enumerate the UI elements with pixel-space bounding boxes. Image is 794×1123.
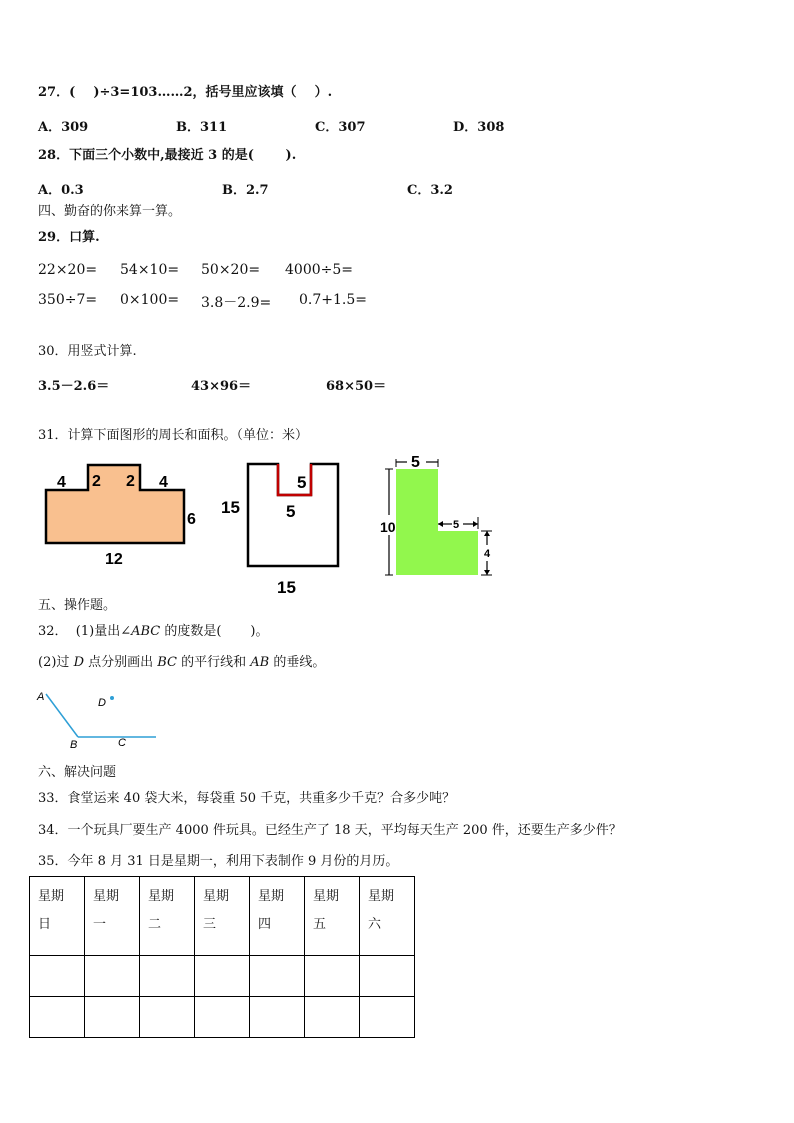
question-30-stem: 30．用竖式计算. — [38, 344, 137, 359]
calendar-cell[interactable] — [195, 997, 250, 1038]
perimeter-area-figures — [30, 455, 510, 605]
calendar-cell[interactable] — [85, 997, 140, 1038]
calendar-row — [30, 997, 415, 1038]
label-d: D — [98, 697, 106, 709]
point-d — [110, 696, 114, 700]
header-sunday: 星期 日 — [30, 877, 85, 956]
q32-part1-suffix: 的度数是( )。 — [160, 624, 269, 639]
question-32-part2 — [38, 655, 325, 671]
figure-3-shape — [385, 459, 492, 575]
q32-part2-b: 点分别画出 — [84, 655, 158, 670]
header-saturday: 星期 六 — [360, 877, 415, 956]
question-27-stem: 27．( )÷3=103……2，括号里应该填（ ）. — [38, 85, 333, 100]
label-c: C — [118, 737, 126, 749]
fig1-left-label: 4 — [57, 474, 66, 491]
calendar-cell[interactable] — [195, 956, 250, 997]
calendar-header-row — [30, 877, 415, 956]
oral-calc-5: 350÷7= — [38, 292, 98, 308]
q27-option-a[interactable]: A．309 — [38, 120, 89, 135]
q28-option-a[interactable]: A．0.3 — [38, 183, 84, 198]
vertical-calc-1: 3.5－2.6＝ — [38, 379, 110, 394]
question-31-stem: 31．计算下面图形的周长和面积。（单位：米） — [38, 428, 309, 443]
oral-calc-7: 3.8－2.9= — [201, 295, 272, 311]
q28-option-c[interactable]: C．3.2 — [407, 183, 453, 198]
header-monday: 星期 一 — [85, 877, 140, 956]
q32-point-d-ref: D — [73, 655, 84, 670]
q27-option-d[interactable]: D．308 — [453, 120, 505, 135]
fig2-notch-depth-label: 5 — [297, 473, 307, 492]
calendar-cell[interactable] — [30, 997, 85, 1038]
question-29-stem: 29．口算. — [38, 230, 100, 245]
fig3-height-label: 10 — [380, 519, 396, 535]
fig1-right-label: 4 — [159, 474, 168, 491]
vertical-calc-2: 43×96＝ — [191, 379, 252, 394]
question-35: 35．今年 8 月 31 日是星期一，利用下表制作 9 月份的月历。 — [38, 854, 399, 869]
header-thursday: 星期 四 — [250, 877, 305, 956]
section-5-heading: 五、操作题。 — [38, 598, 117, 613]
calendar-cell[interactable] — [305, 997, 360, 1038]
angle-abc-diagram — [30, 682, 170, 754]
vertical-calc-3: 68×50＝ — [326, 379, 387, 394]
question-32-part1 — [38, 624, 268, 640]
calendar-cell[interactable] — [140, 997, 195, 1038]
calendar-cell[interactable] — [360, 997, 415, 1038]
calendar-cell[interactable] — [250, 956, 305, 997]
label-a: A — [37, 691, 45, 703]
question-33: 33．食堂运来 40 袋大米，每袋重 50 千克，共重多少千克？合多少吨？ — [38, 791, 456, 806]
calendar-cell[interactable] — [250, 997, 305, 1038]
fig1-height-label: 6 — [187, 511, 196, 528]
q32-part1-prefix: 32． (1)量出∠ — [38, 624, 132, 639]
q32-part2-a: (2)过 — [38, 655, 74, 670]
q27-option-b[interactable]: B．311 — [176, 120, 228, 135]
fig3-step-label: 5 — [453, 519, 460, 531]
september-calendar-table — [29, 876, 415, 1038]
oral-calc-8: 0.7+1.5= — [299, 292, 367, 308]
section-4-heading: 四、勤奋的你来算一算。 — [38, 204, 182, 219]
calendar-cell[interactable] — [140, 956, 195, 997]
fig2-notch-width-label: 5 — [286, 502, 296, 521]
calendar-cell[interactable] — [30, 956, 85, 997]
q32-angle-name: ABC — [131, 624, 161, 639]
calendar-cell[interactable] — [85, 956, 140, 997]
fig1-step-label: 2 — [92, 473, 101, 490]
oral-calc-4: 4000÷5= — [285, 262, 353, 278]
fig3-right-label: 4 — [484, 548, 491, 560]
label-b: B — [70, 739, 78, 751]
q32-line-bc-ref: BC — [157, 655, 178, 670]
section-6-heading: 六、解决问题 — [38, 765, 117, 780]
oral-calc-1: 22×20= — [38, 262, 98, 278]
question-34: 34．一个玩具厂要生产 4000 件玩具。已经生产了 18 天，平均每天生产 200 件，还要生产多少件？ — [38, 823, 622, 838]
q32-part2-c: 的平行线和 — [177, 655, 251, 670]
fig1-step-label-right: 2 — [126, 473, 135, 490]
calendar-row — [30, 956, 415, 997]
fig1-bottom-label: 12 — [105, 551, 123, 568]
oral-calc-2: 54×10= — [120, 262, 180, 278]
q32-part2-e: 的垂线。 — [269, 655, 326, 670]
q27-option-c[interactable]: C．307 — [315, 120, 366, 135]
q28-option-b[interactable]: B．2.7 — [222, 183, 269, 198]
fig2-bottom-label: 15 — [277, 578, 296, 597]
header-tuesday: 星期 二 — [140, 877, 195, 956]
header-friday: 星期 五 — [305, 877, 360, 956]
oral-calc-6: 0×100= — [120, 292, 180, 308]
oral-calc-3: 50×20= — [201, 262, 261, 278]
ray-ba — [46, 694, 78, 737]
question-28-stem: 28．下面三个小数中,最接近 3 的是( ). — [38, 148, 297, 163]
fig2-side-label: 15 — [221, 498, 240, 517]
header-wednesday: 星期 三 — [195, 877, 250, 956]
q32-line-ab-ref: AB — [250, 655, 270, 670]
calendar-cell[interactable] — [360, 956, 415, 997]
fig3-top-label: 5 — [411, 455, 420, 471]
calendar-cell[interactable] — [305, 956, 360, 997]
